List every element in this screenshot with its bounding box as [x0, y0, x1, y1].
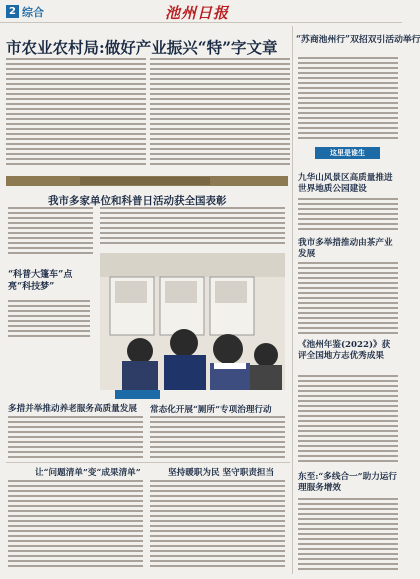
middle-tag	[115, 390, 160, 399]
photo-caption: “科普大篷车”点亮“科技梦”	[8, 270, 73, 292]
row3-left-body	[8, 416, 143, 461]
masthead	[0, 0, 402, 23]
row-divider	[6, 462, 290, 463]
right-column-tag: 这里是谁生	[315, 147, 380, 159]
middle-headline[interactable]: 我市多家单位和科普日活动获全国表彰	[48, 195, 227, 207]
right-dongzhi-body	[298, 498, 398, 573]
middle-body-col1	[8, 207, 93, 257]
lead-headline[interactable]: 市农业农村局:做好产业振兴“特”字文章	[6, 38, 278, 57]
right-top-headline[interactable]: “苏商池州行”双招双引活动举行	[296, 35, 420, 45]
right-jiuhua-headline[interactable]: 九华山风景区高质量推进世界地质公园建设	[298, 173, 393, 194]
section-banner-text	[80, 177, 210, 185]
photo-caption-body	[8, 300, 90, 340]
right-wushengshi-headline[interactable]: 我市多举措推动由茶产业发展	[298, 238, 393, 259]
page-number: 2	[6, 5, 19, 18]
row3-right-body	[150, 416, 285, 461]
students-photo-illustration	[100, 253, 285, 390]
right-wushengshi-body	[298, 262, 398, 337]
newspaper-logo: 池州日报	[165, 4, 230, 22]
row3-left-headline[interactable]: 多措并举推动养老服务高质量发展	[8, 404, 137, 414]
section-label: 综合	[22, 6, 44, 19]
middle-body-col2	[100, 207, 285, 247]
right-jiuhua-body	[298, 198, 398, 233]
row4-right-body	[150, 480, 285, 570]
row4-left-headline[interactable]: 让“问题清单”变“成果清单”	[35, 468, 141, 478]
students-photo	[100, 253, 285, 390]
column-divider	[292, 26, 293, 574]
row4-right-headline[interactable]: 坚持暖职为民 坚守职责担当	[168, 468, 275, 478]
lead-body-col1	[6, 58, 146, 168]
right-top-body	[298, 57, 398, 142]
right-dongzhi-headline[interactable]: 东至:“多线合一”助力运行理服务增效	[298, 472, 397, 493]
right-chizhou-headline[interactable]: 《池州年鉴(2022)》获评全国地方志优秀成果	[298, 340, 391, 361]
row4-left-body	[8, 480, 143, 570]
right-chizhou-body	[298, 375, 398, 465]
row3-right-headline[interactable]: 常态化开展“厕所”专项治理行动	[150, 405, 272, 415]
lead-body-col2	[150, 58, 290, 168]
